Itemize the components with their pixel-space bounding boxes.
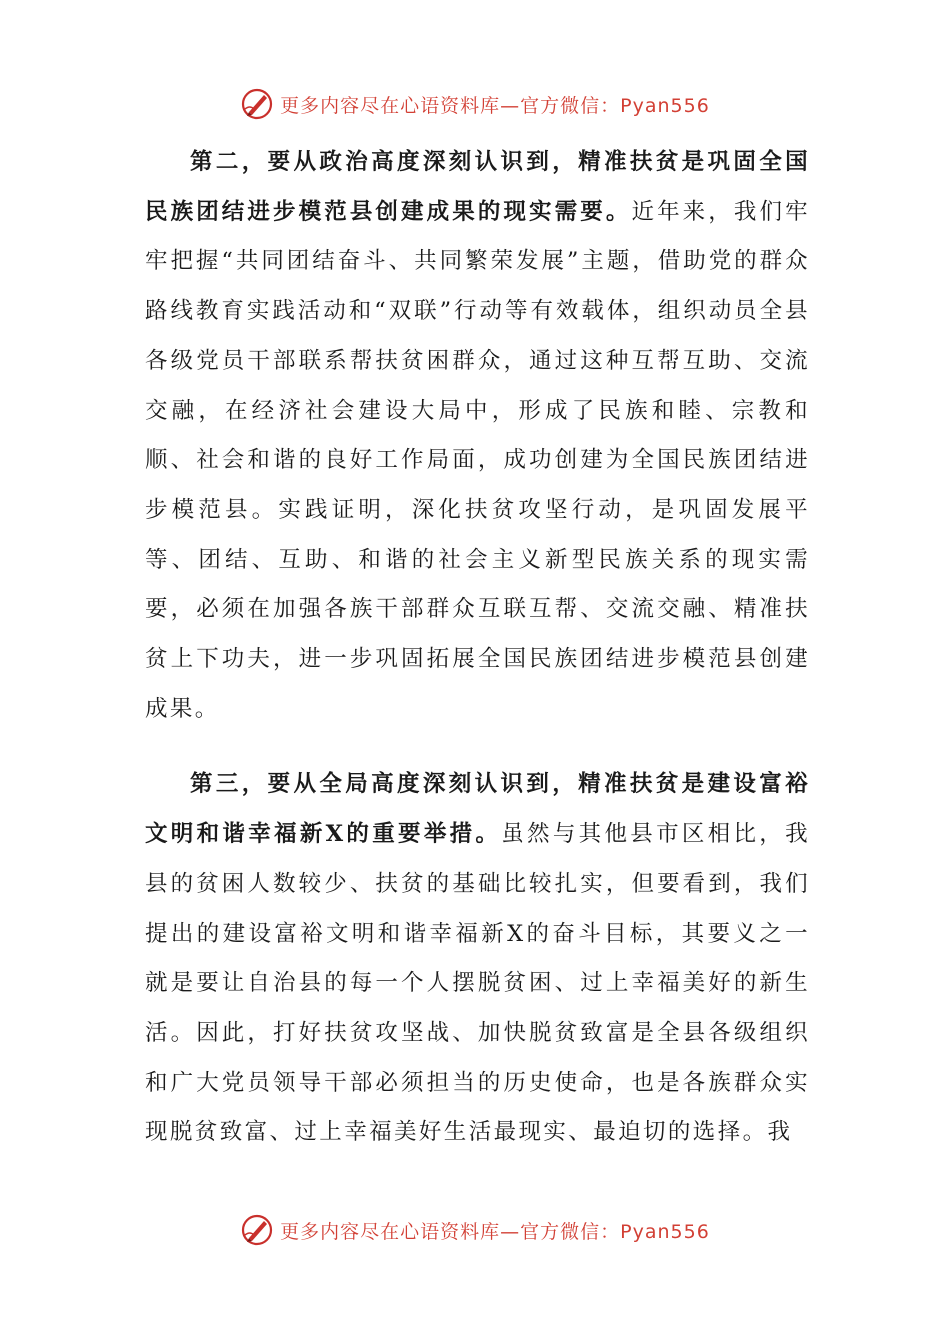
paragraph-third xyxy=(145,760,810,1158)
paragraph-text: 虽然与其他县市区相比，我县的贫困人数较少、扶贫的基础比较扎实，但要看到，我们提出的建设富裕文明和谐幸福新X的奋斗目标，其要义之一就是要让自治县的每一个人摆脱贫困、过上幸福美好的新生活。因此，打好扶贫攻坚战、加快脱贫致富是全县各级组织和广大党员领导干部必须担当的历史使命，也是各族群众实现脱贫致富、过上幸福美好生活最现实、最迫切的选择。我 xyxy=(145,821,810,1146)
header-watermark-banner xyxy=(0,82,950,126)
footer-watermark-banner xyxy=(0,1208,950,1252)
paragraph-heading: 第三，要从全局高度深刻认识到，精准扶贫是建设富裕文明和谐幸福新X的重要举措。 xyxy=(145,771,810,848)
document-body xyxy=(145,138,810,1158)
footer-banner-text: 更多内容尽在心语资料库—官方微信：Pyan556 xyxy=(280,1220,710,1243)
paragraph-heading: 第二，要从政治高度深刻认识到，精准扶贫是巩固全国民族团结进步模范县创建成果的现实需要。 xyxy=(145,149,810,225)
header-banner-text: 更多内容尽在心语资料库—官方微信：Pyan556 xyxy=(280,94,710,117)
pen-logo-icon xyxy=(240,87,274,121)
paragraph-text: 近年来，我们牢牢把握“共同团结奋斗、共同繁荣发展”主题，借助党的群众路线教育实践活动和“双联”行动等有效载体，组织动员全县各级党员干部联系帮扶贫困群众，通过这种互帮互助、交流交融，在经济社会建设大局中，形成了民族和睦、宗教和顺、社会和谐的良好工作局面，成功创建为全国民族团结进步模范县。实践证明，深化扶贫攻坚行动，是巩固发展平等、团结、互助、和谐的社会主义新型民族关系的现实需要，必须在加强各族干部群众互联互帮、交流交融、精准扶贫上下功夫，进一步巩固拓展全国民族团结进步模范县创建成果。 xyxy=(145,198,810,722)
paragraph-second xyxy=(145,138,810,734)
pen-logo-icon xyxy=(240,1213,274,1247)
